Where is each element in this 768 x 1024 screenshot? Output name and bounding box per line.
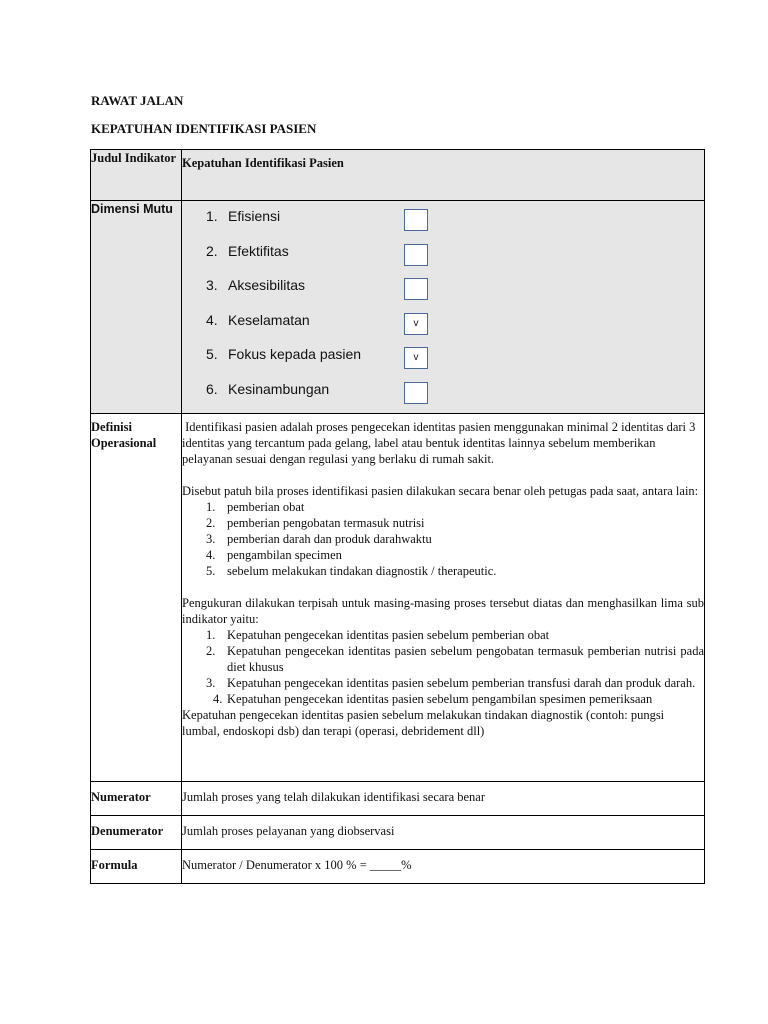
list-item-text: pemberian obat — [227, 500, 305, 514]
dimensi-item — [182, 274, 704, 309]
list-item-number: 2. — [206, 644, 216, 658]
dimensi-item — [182, 343, 704, 378]
row-numerator — [91, 782, 705, 816]
list-item — [182, 499, 704, 515]
dimensi-value — [182, 201, 705, 414]
list-item-number: 2. — [206, 516, 216, 530]
list-item-text: Kepatuhan pengecekan identitas pasien sebelum pengobatan termasuk pemberian nutrisi pada diet khusus — [227, 644, 704, 674]
list-item — [182, 691, 704, 707]
list-item-text: sebelum melakukan tindakan diagnostik / therapeutic. — [227, 564, 497, 578]
dimensi-item-label: Fokus kepada pasien — [228, 346, 362, 362]
dimensi-item-label: Aksesibilitas — [228, 277, 306, 293]
denumerator-label: Denumerator — [91, 816, 182, 850]
row-definisi — [91, 414, 705, 782]
definisi-list — [182, 499, 704, 579]
dimensi-item-number: 3. — [206, 277, 218, 293]
formula-value: Numerator / Denumerator x 100 % = _____% — [182, 850, 705, 884]
list-item — [182, 643, 704, 675]
list-item — [182, 675, 704, 691]
document-title: RAWAT JALAN — [91, 93, 184, 108]
formula-label: Formula — [91, 850, 182, 884]
definisi-paragraph: Pengukuran dilakukan terpisah untuk masing-masing proses tersebut diatas dan menghasilkan lima sub indikator yaitu: — [182, 596, 704, 626]
dimensi-item-number: 1. — [206, 208, 218, 224]
list-item — [182, 563, 704, 579]
list-item-number: 3. — [206, 532, 216, 546]
dimensi-checkbox[interactable] — [404, 278, 428, 300]
list-item-text: pengambilan specimen — [227, 548, 342, 562]
list-item-text: Kepatuhan pengecekan identitas pasien sebelum pemberian transfusi darah dan produk darah. — [227, 676, 696, 690]
definisi-paragraph: Disebut patuh bila proses identifikasi pasien dilakukan secara benar oleh petugas pada saat, antara lain: — [182, 484, 699, 498]
dimensi-item — [182, 205, 704, 240]
judul-value: Kepatuhan Identifikasi Pasien — [182, 150, 705, 201]
dimensi-checkbox[interactable] — [404, 382, 428, 404]
dimensi-checkbox[interactable] — [404, 209, 428, 231]
numerator-label: Numerator — [91, 782, 182, 816]
list-item-number: 4. — [206, 548, 216, 562]
sub-indikator-list — [182, 627, 704, 707]
indicator-table — [90, 149, 705, 884]
definisi-value — [182, 414, 705, 782]
list-item-number: 5. — [206, 564, 216, 578]
row-formula — [91, 850, 705, 884]
list-item-number: 1. — [206, 500, 216, 514]
dimensi-item-label: Efektifitas — [228, 242, 289, 259]
dimensi-label: Dimensi Mutu — [91, 201, 182, 414]
dimensi-checkbox[interactable]: v — [404, 313, 428, 335]
list-item-number: 4. — [213, 692, 223, 706]
list-item-text: pemberian darah dan produk darahwaktu — [227, 532, 432, 546]
list-item-text: pemberian pengobatan termasuk nutrisi — [227, 516, 425, 530]
definisi-paragraph: Identifikasi pasien adalah proses pengecekan identitas pasien menggunakan minimal 2 identitas dari 3 identitas yang tercantum pada gelang, label atau bentuk identitas lainnya sebelum memberikan pelayanan sesuai dengan regulasi yang berlaku di rumah sakit. — [182, 420, 699, 466]
dimensi-item-label: Efisiensi — [228, 208, 281, 224]
denumerator-value: Jumlah proses pelayanan yang diobservasi — [182, 816, 705, 850]
definisi-paragraph: Kepatuhan pengecekan identitas pasien sebelum melakukan tindakan diagnostik (contoh: pungsi lumbal, endoskopi dsb) dan terapi (operasi, debridement dll) — [182, 708, 665, 738]
row-judul — [91, 150, 705, 201]
numerator-value: Jumlah proses yang telah dilakukan identifikasi secara benar — [182, 782, 705, 816]
list-item — [182, 531, 704, 547]
dimensi-item-number: 5. — [206, 346, 218, 362]
row-dimensi — [91, 201, 705, 414]
document-subtitle: KEPATUHAN IDENTIFIKASI PASIEN — [91, 121, 317, 136]
dimensi-item-number: 2. — [206, 242, 218, 259]
dimensi-item-number: 4. — [206, 311, 218, 328]
list-item-number: 1. — [206, 628, 216, 642]
dimensi-item — [182, 378, 704, 413]
dimensi-checkbox[interactable] — [404, 244, 428, 266]
list-item — [182, 515, 704, 531]
dimensi-checkbox[interactable]: v — [404, 347, 428, 369]
list-item — [182, 547, 704, 563]
list-item-text: Kepatuhan pengecekan identitas pasien sebelum pengambilan spesimen pemeriksaan — [227, 692, 653, 706]
list-item-text: Kepatuhan pengecekan identitas pasien sebelum pemberian obat — [227, 628, 550, 642]
definisi-label: Definisi Operasional — [91, 414, 182, 782]
dimensi-item-label: Kesinambungan — [228, 380, 330, 397]
dimensi-item — [182, 309, 704, 344]
dimensi-item-label: Keselamatan — [228, 311, 310, 328]
list-item-number: 3. — [206, 676, 216, 690]
dimensi-item — [182, 240, 704, 275]
dimensi-item-number: 6. — [206, 380, 218, 397]
list-item — [182, 627, 704, 643]
row-denumerator — [91, 816, 705, 850]
judul-label: Judul Indikator — [91, 150, 182, 201]
dimensi-list — [182, 201, 704, 412]
